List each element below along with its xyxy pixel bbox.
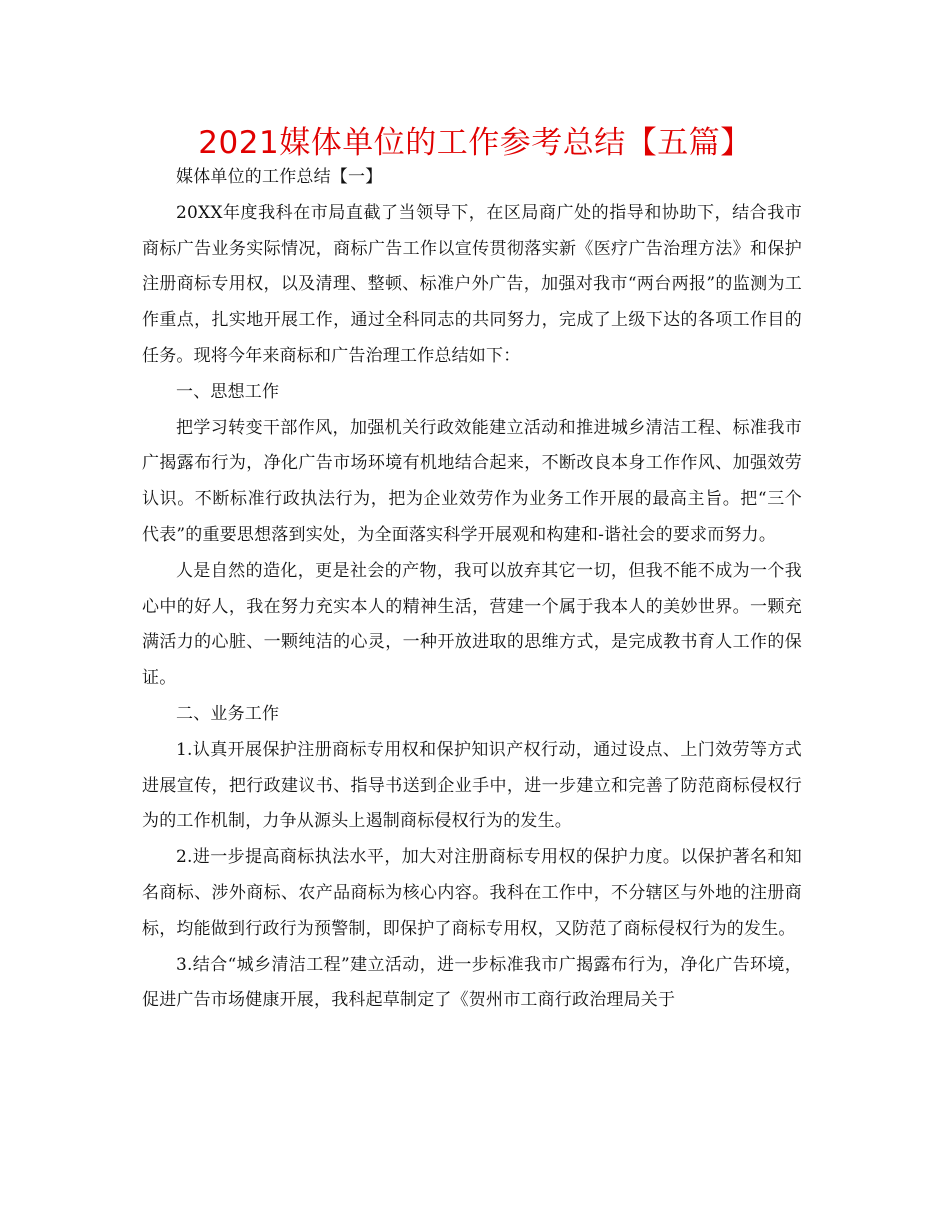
ideology-paragraph: 把学习转变干部作风，加强机关行政效能建立活动和推进城乡清洁工程、标准我市广揭露布行为，净化广告市场环境有机地结合起来，不断改良本身工作作风、加强效劳认识。不断标准行政执法行为，把为企业效劳作为业务工作开展的最高主旨。把“三个代表”的重要思想落到实处，为全面落实科学开展观和构建和-谐社会的要求而努力。 bbox=[142, 417, 802, 545]
reflection-paragraph: 人是自然的造化，更是社会的产物，我可以放弃其它一切，但我不能不成为一个我心中的好人，我在努力充实本人的精神生活，营建一个属于我本人的美妙世界。一颗充满活力的心脏、一颗纯洁的心灵，一种开放进取的思维方式，是完成教书育人工作的保证。 bbox=[142, 560, 802, 689]
subheading-ideology: 一、思想工作 bbox=[176, 381, 280, 402]
intro-paragraph: 20XX年度我科在市局直截了当领导下，在区局商广处的指导和协助下，结合我市商标广告业务实际情况，商标广告工作以宣传贯彻落实新《医疗广告治理方法》和保护注册商标专用权，以及清理、整顿、标准户外广告，加强对我市“两台两报”的监测为工作重点，扎实地开展工作，通过全科同志的共同努力，完成了上级下达的各项工作目的任务。现将今年来商标和广告治理工作总结如下： bbox=[142, 202, 802, 366]
document-title: 2021媒体单位的工作参考总结【五篇】 bbox=[198, 125, 752, 161]
business-item-3: 3.结合“城乡清洁工程”建立活动，进一步标准我市广揭露布行为，净化广告环境，促进广告市场健康开展，我科起草制定了《贺州市工商行政治理局关于 bbox=[142, 954, 802, 1011]
section-heading-1: 媒体单位的工作总结【一】 bbox=[176, 167, 383, 187]
subheading-business: 二、业务工作 bbox=[176, 703, 280, 724]
business-item-2: 2.进一步提高商标执法水平，加大对注册商标专用权的保护力度。以保护著名和知名商标、涉外商标、农产品商标为核心内容。我科在工作中，不分辖区与外地的注册商标，均能做到行政行为预警制，即保护了商标专用权，又防范了商标侵权行为的发生。 bbox=[142, 847, 802, 939]
document-body bbox=[142, 160, 802, 1019]
business-item-1: 1.认真开展保护注册商标专用权和保护知识产权行动，通过设点、上门效劳等方式进展宣传，把行政建议书、指导书送到企业手中，进一步建立和完善了防范商标侵权行为的工作机制，力争从源头上遏制商标侵权行为的发生。 bbox=[142, 739, 802, 832]
